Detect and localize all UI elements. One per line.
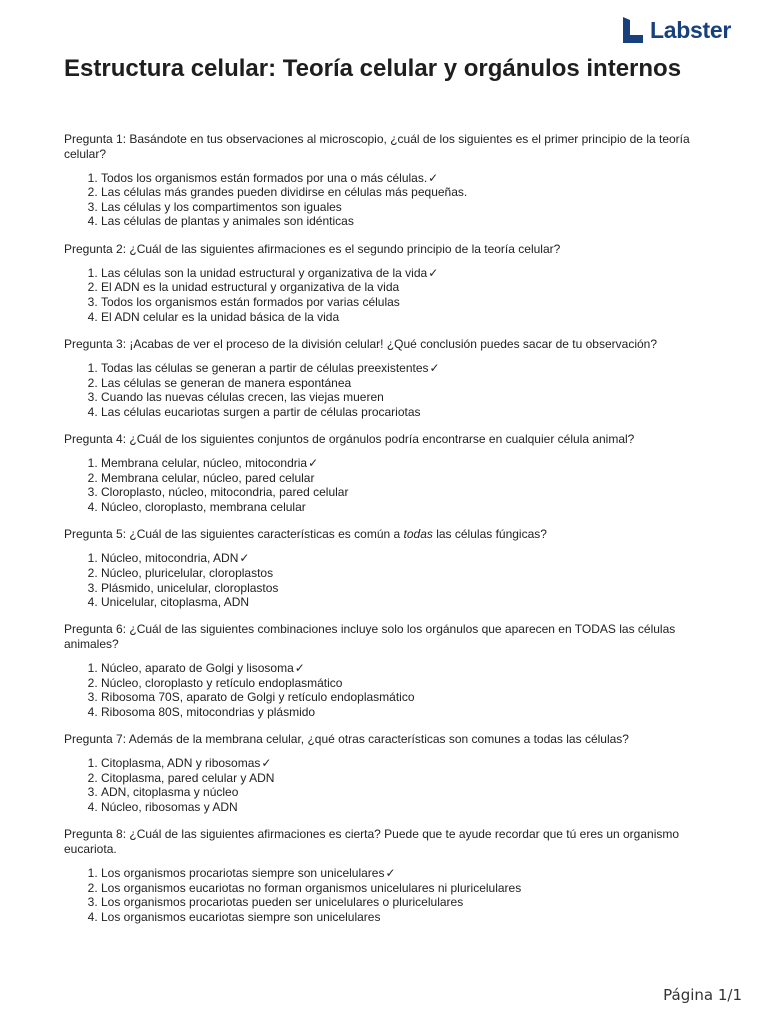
answer-text: Los organismos procariotas siempre son unicelulares bbox=[101, 865, 385, 880]
question-5 bbox=[64, 527, 714, 609]
answer-text: Núcleo, cloroplasto y retículo endoplasmático bbox=[101, 675, 343, 690]
check-icon: ✓ bbox=[239, 551, 250, 566]
answer-item bbox=[101, 185, 714, 200]
check-icon: ✓ bbox=[261, 756, 272, 771]
answer-text: Las células eucariotas surgen a partir de células procariotas bbox=[101, 404, 421, 419]
answer-item bbox=[101, 456, 714, 471]
brand-name: Labster bbox=[650, 16, 731, 43]
answer-list bbox=[64, 551, 714, 609]
answer-item bbox=[101, 705, 714, 720]
answer-text: Ribosoma 70S, aparato de Golgi y retículo endoplasmático bbox=[101, 690, 415, 705]
check-icon: ✓ bbox=[308, 456, 319, 471]
answer-list bbox=[64, 171, 714, 229]
answer-text: Los organismos eucariotas siempre son unicelulares bbox=[101, 909, 381, 924]
answer-item bbox=[101, 280, 714, 295]
page-number: Página 1/1 bbox=[663, 986, 742, 1004]
check-icon: ✓ bbox=[385, 865, 396, 880]
answer-text: Núcleo, pluricelular, cloroplastos bbox=[101, 565, 274, 580]
answer-text: Las células y los compartimentos son iguales bbox=[101, 199, 342, 214]
answer-item bbox=[101, 376, 714, 391]
page-title: Estructura celular: Teoría celular y orgánulos internos bbox=[64, 55, 682, 82]
answer-text: Los organismos eucariotas no forman organismos unicelulares ni pluricelulares bbox=[101, 880, 522, 895]
question-7 bbox=[64, 732, 714, 814]
answer-text: Membrana celular, núcleo, mitocondria bbox=[101, 456, 308, 471]
answer-item bbox=[101, 485, 714, 500]
question-text bbox=[64, 527, 714, 542]
answer-item bbox=[101, 581, 714, 596]
question-list bbox=[64, 132, 714, 937]
question-text: Pregunta 2: ¿Cuál de las siguientes afirmaciones es el segundo principio de la teoría celular? bbox=[64, 241, 561, 256]
check-icon: ✓ bbox=[428, 170, 439, 185]
answer-list bbox=[64, 866, 714, 924]
answer-item bbox=[101, 771, 714, 786]
answer-text: Todos los organismos están formados por varias células bbox=[101, 295, 400, 310]
check-icon: ✓ bbox=[428, 265, 439, 280]
answer-text: Las células de plantas y animales son idénticas bbox=[101, 214, 354, 229]
answer-text: Todos los organismos están formados por una o más células. bbox=[101, 170, 428, 185]
answer-text: Cloroplasto, núcleo, mitocondria, pared celular bbox=[101, 485, 349, 500]
answer-text: Todas las células se generan a partir de células preexistentes bbox=[101, 361, 429, 375]
answer-list bbox=[64, 456, 714, 514]
question-text-emphasis: todas bbox=[403, 527, 433, 542]
answer-item bbox=[101, 756, 714, 771]
answer-item bbox=[101, 661, 714, 676]
answer-text: Núcleo, aparato de Golgi y lisosoma bbox=[101, 661, 294, 676]
answer-text: Ribosoma 80S, mitocondrias y plásmido bbox=[101, 704, 316, 719]
answer-text: Núcleo, mitocondria, ADN bbox=[101, 551, 239, 566]
answer-text: Citoplasma, pared celular y ADN bbox=[101, 770, 275, 785]
answer-item bbox=[101, 866, 714, 881]
answer-item bbox=[101, 214, 714, 229]
answer-list bbox=[64, 756, 714, 814]
question-text: Pregunta 4: ¿Cuál de los siguientes conjuntos de orgánulos podría encontrarse en cualquier célula animal? bbox=[64, 432, 635, 447]
answer-item bbox=[101, 690, 714, 705]
answer-text: Las células son la unidad estructural y organizativa de la vida bbox=[101, 265, 428, 280]
question-text-start: Pregunta 5: ¿Cuál de las siguientes características es común a bbox=[64, 527, 404, 542]
answer-item bbox=[101, 800, 714, 815]
answer-text: Plásmido, unicelular, cloroplastos bbox=[101, 580, 279, 595]
question-6 bbox=[64, 622, 714, 719]
answer-text: Núcleo, ribosomas y ADN bbox=[101, 800, 238, 814]
answer-text: El ADN es la unidad estructural y organizativa de la vida bbox=[101, 280, 400, 295]
answer-text: Núcleo, cloroplasto, membrana celular bbox=[101, 499, 306, 514]
answer-list bbox=[64, 266, 714, 324]
question-text: Pregunta 1: Basándote en tus observaciones al microscopio, ¿cuál de los siguientes es el primer principio de la teoría celular? bbox=[64, 132, 690, 161]
question-3 bbox=[64, 337, 714, 419]
answer-item bbox=[101, 500, 714, 515]
answer-text: El ADN celular es la unidad básica de la vida bbox=[101, 309, 340, 324]
answer-item bbox=[101, 566, 714, 581]
answer-item bbox=[101, 471, 714, 486]
answer-text: ADN, citoplasma y núcleo bbox=[101, 785, 239, 800]
answer-item bbox=[101, 910, 714, 925]
answer-text: Las células se generan de manera espontánea bbox=[101, 375, 352, 390]
answer-list bbox=[64, 361, 714, 419]
question-2 bbox=[64, 242, 714, 324]
answer-item bbox=[101, 390, 714, 405]
answer-text: Cuando las nuevas células crecen, las viejas mueren bbox=[101, 390, 384, 405]
answer-item bbox=[101, 361, 714, 376]
question-text: Pregunta 6: ¿Cuál de las siguientes combinaciones incluye solo los orgánulos que aparecen en TODAS las células animales? bbox=[64, 622, 676, 651]
answer-item bbox=[101, 405, 714, 420]
question-1 bbox=[64, 132, 714, 229]
question-text: Pregunta 7: Además de la membrana celular, ¿qué otras características son comunes a todas las células? bbox=[64, 732, 629, 747]
question-text-end: las células fúngicas? bbox=[432, 527, 547, 542]
answer-text: Unicelular, citoplasma, ADN bbox=[101, 595, 250, 610]
question-8 bbox=[64, 827, 714, 924]
labster-logo bbox=[622, 16, 731, 44]
answer-item bbox=[101, 676, 714, 691]
question-4 bbox=[64, 432, 714, 514]
check-icon: ✓ bbox=[294, 661, 305, 676]
answer-text: Las células más grandes pueden dividirse en células más pequeñas. bbox=[101, 185, 468, 200]
answer-item bbox=[101, 200, 714, 215]
answer-item bbox=[101, 881, 714, 896]
labster-mark-icon bbox=[622, 16, 644, 44]
answer-text: Membrana celular, núcleo, pared celular bbox=[101, 470, 315, 485]
question-text: Pregunta 3: ¡Acabas de ver el proceso de la división celular! ¿Qué conclusión puedes sacar de tu observación? bbox=[64, 336, 658, 351]
answer-item bbox=[101, 266, 714, 281]
answer-item bbox=[101, 895, 714, 910]
check-icon: ✓ bbox=[429, 361, 440, 375]
answer-list bbox=[64, 661, 714, 719]
answer-item bbox=[101, 171, 714, 186]
answer-text: Los organismos procariotas pueden ser unicelulares o pluricelulares bbox=[101, 895, 464, 910]
question-text: Pregunta 8: ¿Cuál de las siguientes afirmaciones es cierta? Puede que te ayude recordar que tú eres un organismo eucariota. bbox=[64, 827, 680, 856]
answer-item bbox=[101, 785, 714, 800]
answer-item bbox=[101, 551, 714, 566]
answer-text: Citoplasma, ADN y ribosomas bbox=[101, 756, 261, 771]
answer-item bbox=[101, 595, 714, 610]
answer-item bbox=[101, 310, 714, 325]
answer-item bbox=[101, 295, 714, 310]
